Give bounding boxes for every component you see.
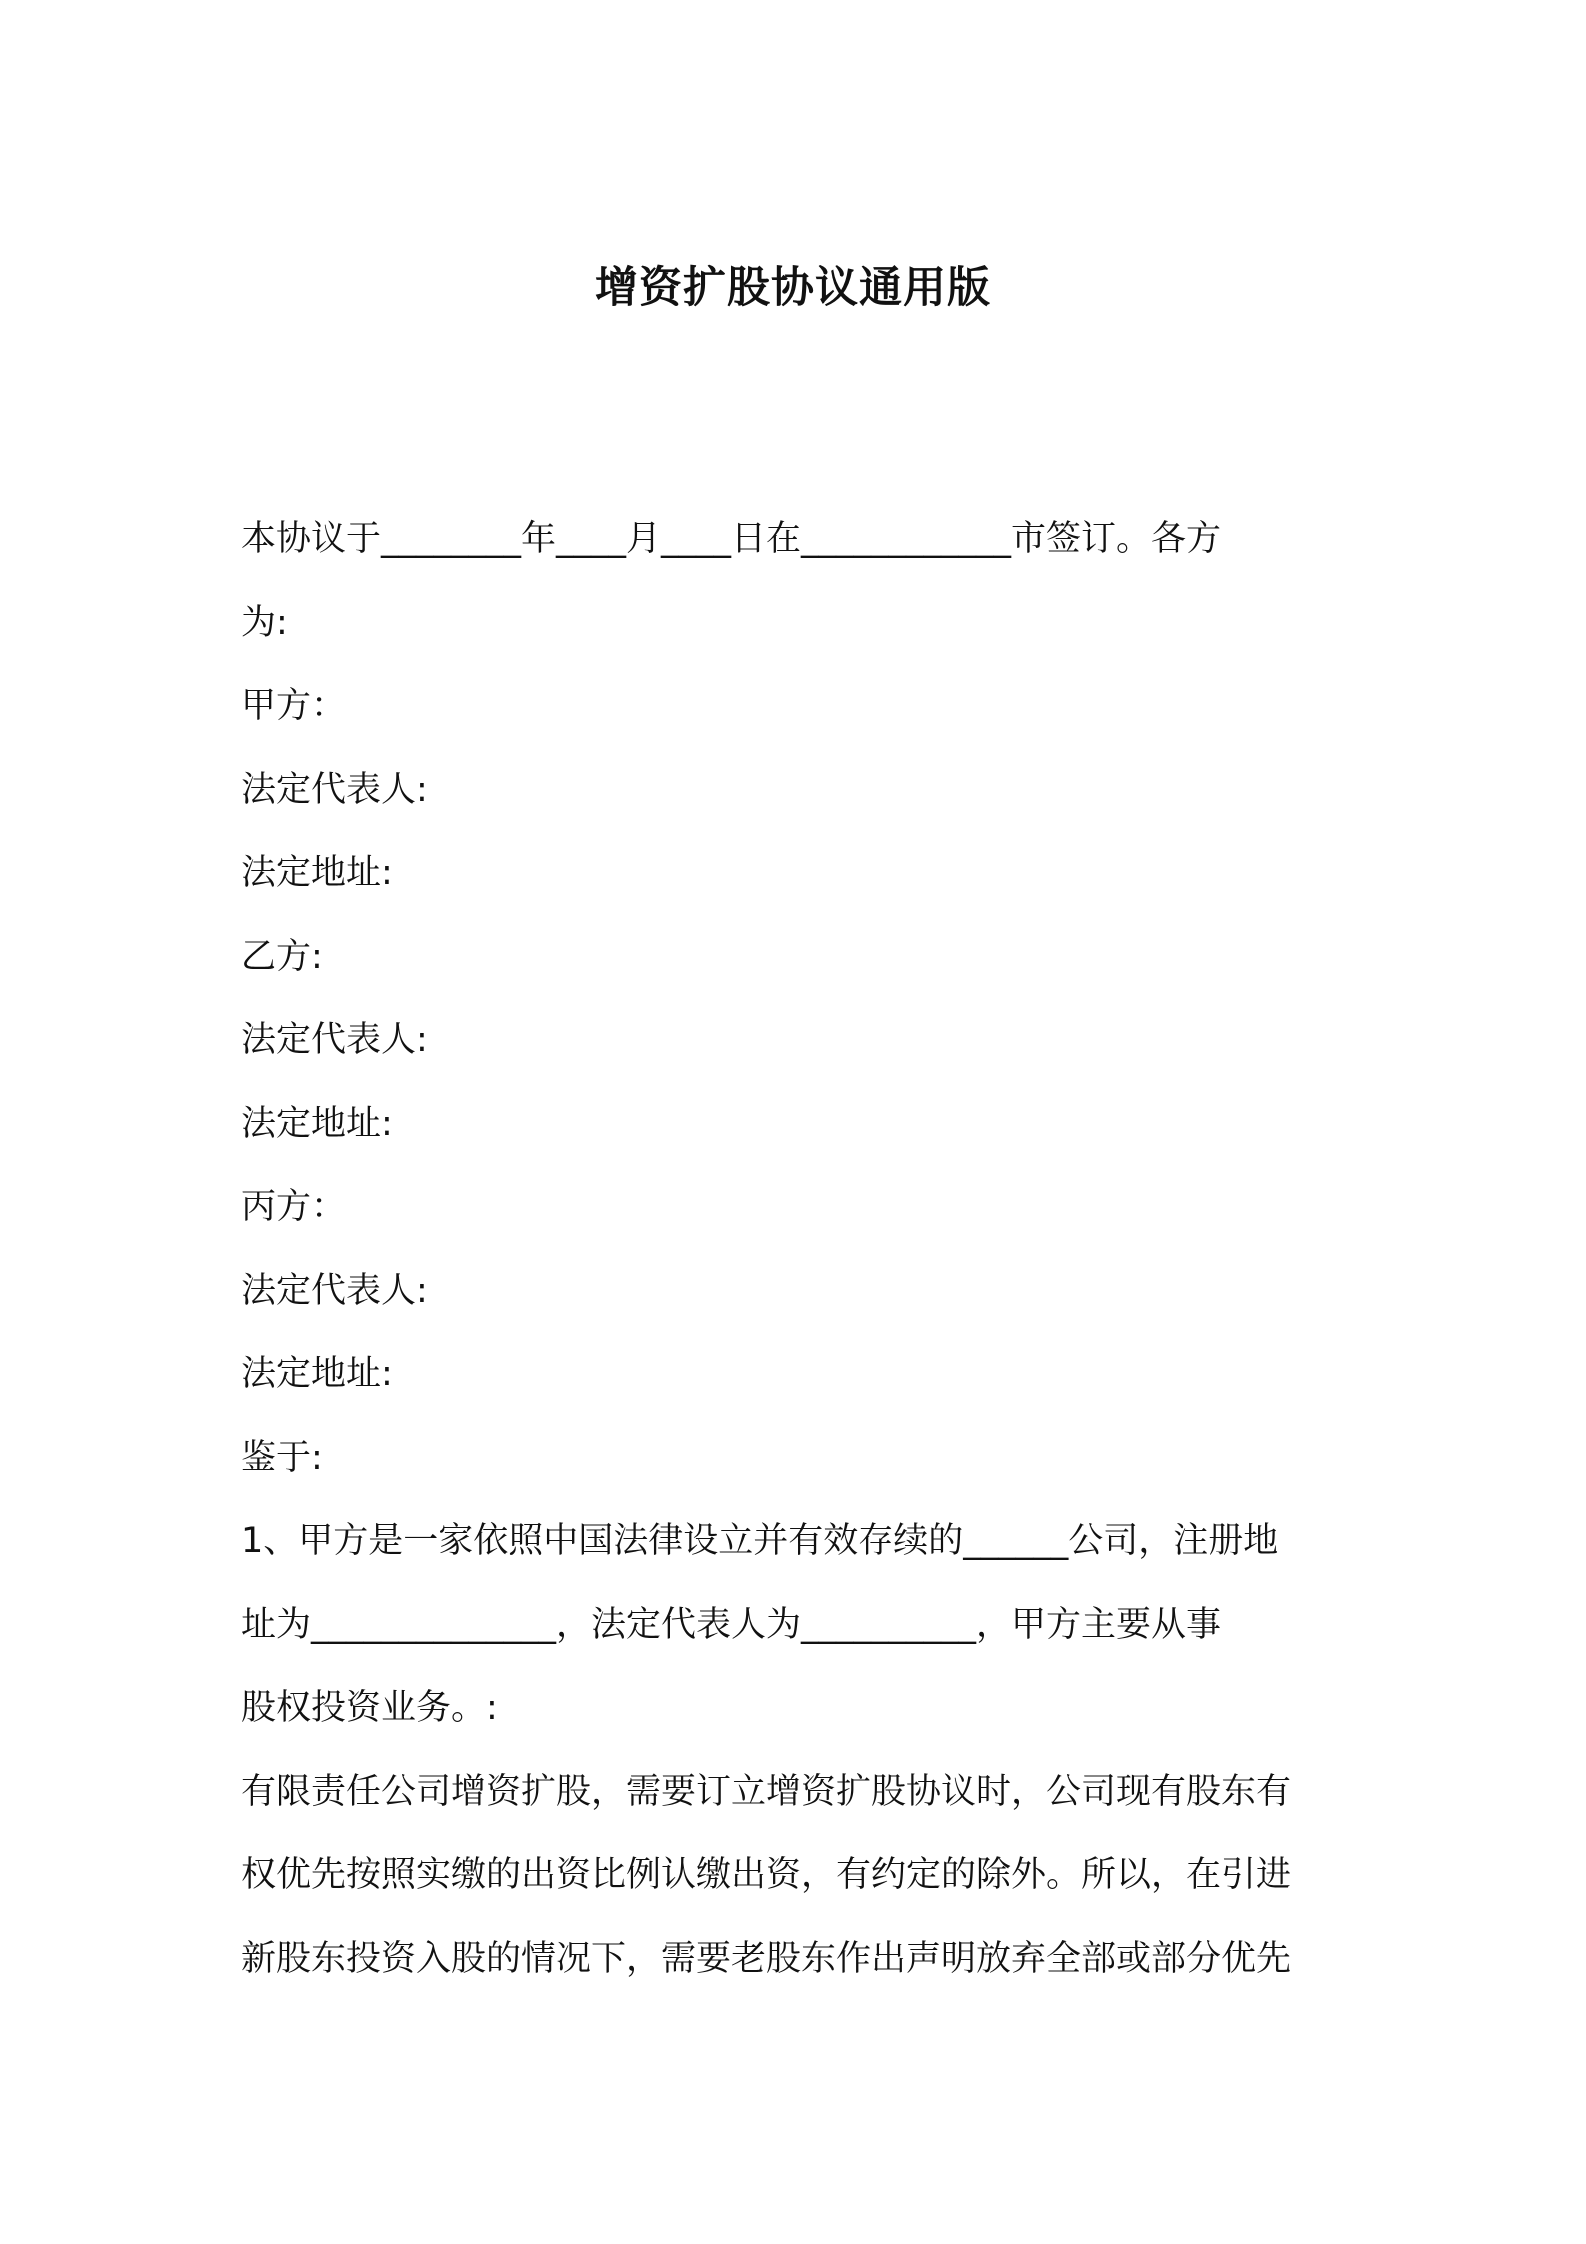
parties-intro-line: 为: [241, 602, 288, 643]
party-a-label: 甲方： [241, 686, 347, 726]
party-b-address: 法定地址: [241, 1103, 393, 1144]
document-body [241, 498, 1351, 2001]
agreement-date-place-line: 本协议于________年____月____日在____________市签订。各方 [241, 519, 1222, 559]
party-b-label: 乙方: [241, 936, 323, 977]
party-c-address: 法定地址: [241, 1354, 393, 1394]
paragraph-line-2: 权优先按照实缴的出资比例认缴出资，有约定的除外。所以，在引进 [241, 1855, 1292, 1895]
party-c-legal-rep: 法定代表人: [241, 1270, 428, 1311]
paragraph-line-1: 有限责任公司增资扩股，需要订立增资扩股协议时，公司现有股东有 [241, 1771, 1292, 1812]
party-b-legal-rep: 法定代表人: [241, 1020, 428, 1060]
paragraph-line-3: 新股东投资入股的情况下，需要老股东作出声明放弃全部或部分优先 [241, 1938, 1292, 1979]
whereas-clause-1-line-2: 址为______________，法定代表人为__________，甲方主要从事 [241, 1604, 1222, 1645]
whereas-clause-1-line-3: 股权投资业务。: [241, 1688, 498, 1728]
whereas-clause-1-line-1: 1、甲方是一家依照中国法律设立并有效存续的______公司，注册地 [241, 1521, 1279, 1561]
whereas-label: 鉴于: [241, 1437, 323, 1478]
party-a-legal-rep: 法定代表人: [241, 769, 428, 810]
party-c-label: 丙方： [241, 1187, 347, 1227]
document-title: 增资扩股协议通用版 [595, 263, 991, 313]
party-a-address: 法定地址: [241, 853, 393, 893]
